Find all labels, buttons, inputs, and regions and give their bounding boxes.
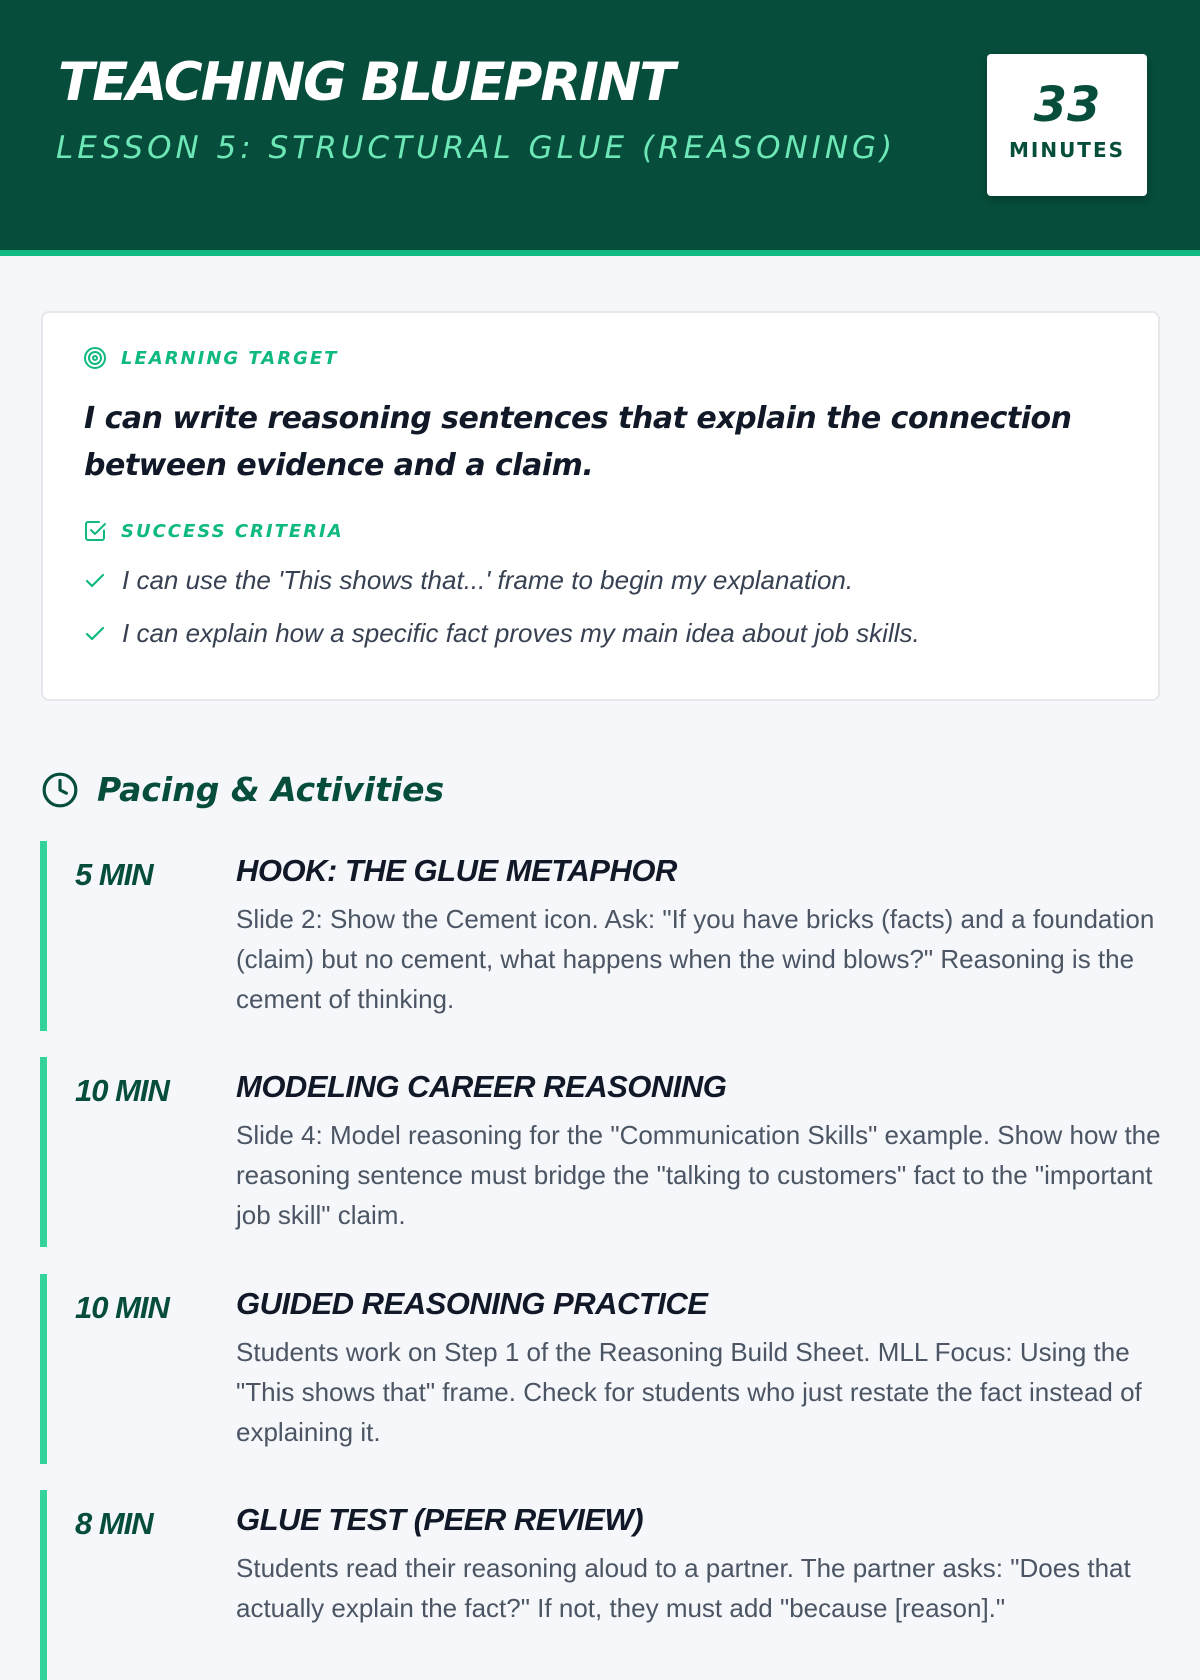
duration-badge [987,54,1147,196]
activity-time: 8 MIN [75,1506,153,1541]
lesson-subtitle: LESSON 5: STRUCTURAL GLUE (REASONING) [56,130,897,166]
page-title: TEACHING BLUEPRINT [58,52,674,113]
activity-item [40,1490,1160,1680]
activity-time: 10 MIN [75,1290,169,1325]
activity-title: MODELING CAREER REASONING [236,1069,727,1104]
learning-target-label [83,346,338,370]
success-criteria-label-text: SUCCESS CRITERIA [121,520,344,542]
success-criteria-text: I can use the 'This shows that...' frame to begin my explanation. [122,565,854,595]
target-icon [83,346,107,370]
activity-time: 5 MIN [75,857,153,892]
pacing-heading [41,770,444,809]
activity-title: GUIDED REASONING PRACTICE [236,1286,708,1321]
checkbox-icon [83,519,107,543]
pacing-heading-text: Pacing & Activities [97,770,445,809]
duration-value: 33 [1033,77,1101,133]
activity-description: Students work on Step 1 of the Reasoning Build Sheet. MLL Focus: Using the "This shows that" frame. Check for students who just restate the fact instead of explaining it. [236,1337,1142,1447]
activity-description: Slide 4: Model reasoning for the "Communication Skills" example. Show how the reasoning sentence must bridge the "talking to customers" fact to the "important job skill" claim. [236,1120,1161,1230]
activity-item [40,1057,1160,1247]
duration-unit: MINUTES [1008,138,1126,162]
clock-icon [41,771,79,809]
activity-time: 10 MIN [75,1073,169,1108]
activity-item [40,841,1160,1031]
activity-description: Students read their reasoning aloud to a partner. The partner asks: "Does that actually explain the fact?" If not, they must add "because [reason]." [236,1553,1131,1623]
activity-title: HOOK: THE GLUE METAPHOR [236,853,677,888]
learning-target-label-text: LEARNING TARGET [121,347,339,369]
activity-item [40,1274,1160,1464]
page-header [0,0,1200,256]
success-criteria-text: I can explain how a specific fact proves my main idea about job skills. [122,618,920,648]
activity-title: GLUE TEST (PEER REVIEW) [236,1502,644,1537]
success-criteria-item [83,618,920,649]
check-icon [83,569,107,593]
learning-target-text: I can write reasoning sentences that explain the connection between evidence and a claim. [84,401,1072,483]
success-criteria-label [83,519,344,543]
success-criteria-item [83,565,853,596]
activity-description: Slide 2: Show the Cement icon. Ask: "If you have bricks (facts) and a foundation (claim) but no cement, what happens when the wind blows?" Reasoning is the cement of thinking. [236,904,1155,1014]
learning-target-card [41,311,1160,701]
check-icon [83,622,107,646]
